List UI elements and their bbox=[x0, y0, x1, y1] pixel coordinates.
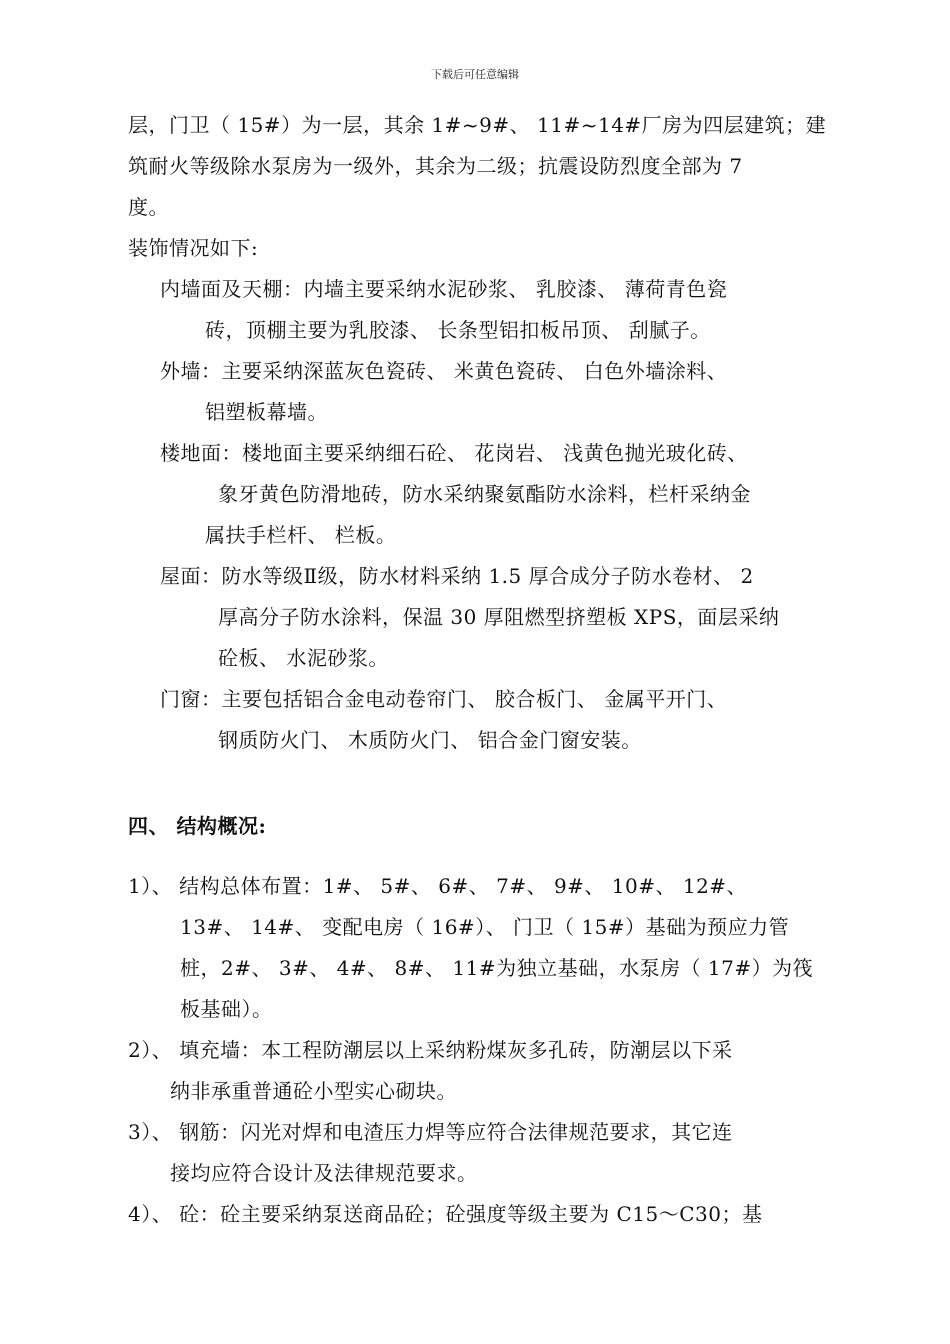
decoration-intro: 装饰情况如下: bbox=[128, 236, 259, 260]
interior-line: 砖，顶棚主要为乳胶漆、 长条型铝扣板吊顶、 刮腻子。 bbox=[205, 318, 711, 342]
floor-line: 属扶手栏杆、 栏板。 bbox=[205, 523, 397, 547]
paragraph-line: 度。 bbox=[128, 195, 169, 219]
roof-line: 屋面：防水等级Ⅱ级，防水材料采纳 1.5 厚合成分子防水卷材、 2 bbox=[160, 564, 754, 588]
floor-line: 楼地面：楼地面主要采纳细石砼、 花岗岩、 浅黄色抛光玻化砖、 bbox=[160, 441, 748, 465]
doors-line: 门窗：主要包括铝合金电动卷帘门、 胶合板门、 金属平开门、 bbox=[160, 687, 728, 711]
list-item-line: 2）、 填充墙：本工程防潮层以上采纳粉煤灰多孔砖，防潮层以下采 bbox=[128, 1038, 733, 1062]
paragraph-line: 层，门卫（ 15#）为一层，其余 1#~9#、 11#~14#厂房为四层建筑；建 bbox=[128, 113, 827, 137]
exterior-line: 铝塑板幕墙。 bbox=[205, 400, 328, 424]
paragraph-line: 筑耐火等级除水泵房为一级外，其余为二级；抗震设防烈度全部为 7 bbox=[128, 154, 743, 178]
list-item-line: 13#、 14#、 变配电房（ 16#）、 门卫（ 15#）基础为预应力管 bbox=[180, 915, 790, 939]
list-item-line: 纳非承重普通砼小型实心砌块。 bbox=[170, 1079, 457, 1103]
list-item-line: 4）、 砼：砼主要采纳泵送商品砼；砼强度等级主要为 C15～C30；基 bbox=[128, 1202, 763, 1226]
roof-line: 砼板、 水泥砂浆。 bbox=[218, 646, 389, 670]
list-item-line: 接均应符合设计及法律规范要求。 bbox=[170, 1161, 478, 1185]
list-item-line: 3）、 钢筋：闪光对焊和电渣压力焊等应符合法律规范要求，其它连 bbox=[128, 1120, 733, 1144]
page-header: 下载后可任意编辑 bbox=[431, 68, 519, 81]
interior-line: 内墙面及天棚：内墙主要采纳水泥砂浆、 乳胶漆、 薄荷青色瓷 bbox=[160, 277, 728, 301]
floor-line: 象牙黄色防滑地砖，防水采纳聚氨酯防水涂料，栏杆采纳金 bbox=[218, 482, 751, 506]
exterior-line: 外墙：主要采纳深蓝灰色瓷砖、 米黄色瓷砖、 白色外墙涂料、 bbox=[160, 359, 728, 383]
doors-line: 钢质防火门、 木质防火门、 铝合金门窗安装。 bbox=[218, 728, 642, 752]
roof-line: 厚高分子防水涂料，保温 30 厚阻燃型挤塑板 XPS，面层采纳 bbox=[218, 605, 780, 629]
list-item-line: 桩，2#、 3#、 4#、 8#、 11#为独立基础，水泵房（ 17#）为筏 bbox=[180, 956, 814, 980]
list-item-line: 1）、 结构总体布置：1#、 5#、 6#、 7#、 9#、 10#、 12#、 bbox=[128, 874, 748, 898]
list-item-line: 板基础）。 bbox=[180, 997, 273, 1021]
section-title: 四、 结构概况: bbox=[128, 814, 267, 838]
